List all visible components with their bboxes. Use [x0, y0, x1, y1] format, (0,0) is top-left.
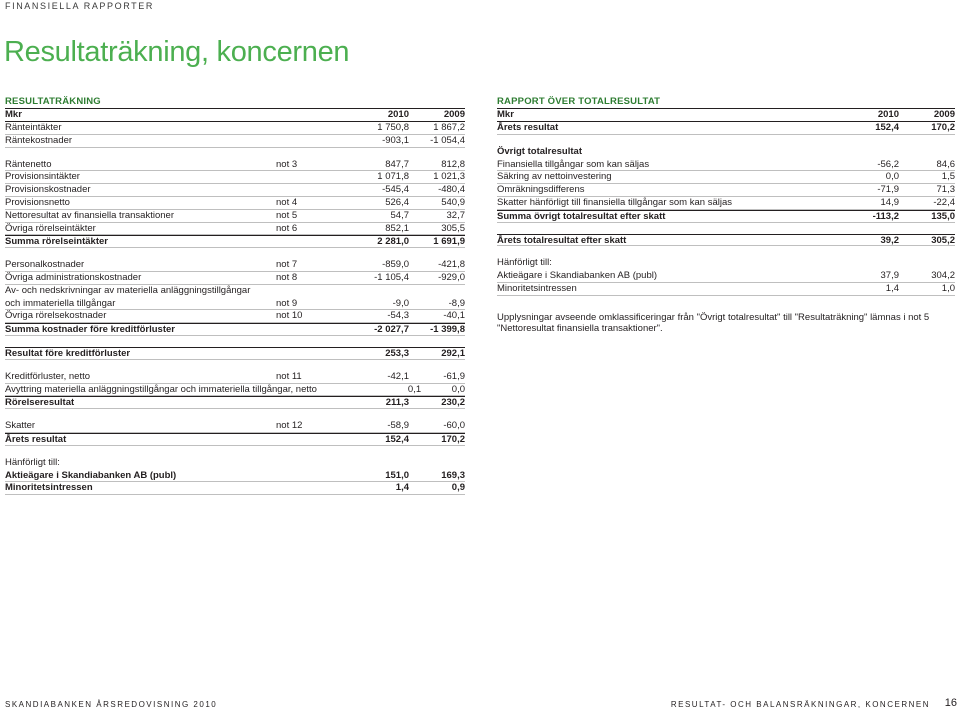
row-label: Resultat före kreditförluster [5, 347, 131, 359]
row-label: Nettoresultat av finansiella transaktioner [5, 209, 174, 221]
row-label: Omräkningsdifferens [497, 184, 585, 196]
table-row [5, 298, 465, 311]
row-value-2010: 152,4 [385, 433, 409, 445]
row-label: Kreditförluster, netto [5, 370, 91, 382]
row-value-2010: 852,1 [385, 222, 409, 234]
row-value-2009: 540,9 [441, 196, 465, 208]
row-label: Övrigt totalresultat [497, 145, 582, 157]
comprehensive-income-rows [497, 122, 955, 296]
row-value-2009: -421,8 [438, 259, 465, 271]
row-label: och immateriella tillgångar [5, 297, 116, 309]
comprehensive-income-header [497, 108, 955, 122]
row-label: Årets resultat [497, 122, 559, 133]
row-value-2009: -480,4 [438, 184, 465, 196]
income-statement [5, 96, 465, 495]
table-row [5, 433, 465, 446]
row-note: not 9 [276, 297, 298, 309]
row-value-2009: 305,5 [441, 222, 465, 234]
row-value-2009: 1,0 [941, 282, 955, 294]
table-row [497, 283, 955, 296]
table-row [5, 285, 465, 298]
row-value-2010: -859,0 [382, 259, 409, 271]
row-value-2009: -60,0 [443, 420, 465, 432]
row-note: not 6 [276, 222, 298, 234]
row-label: Hänförligt till: [5, 456, 60, 468]
row-value-2009: 292,1 [441, 347, 465, 359]
table-row [5, 159, 465, 172]
row-value-2010: 37,9 [880, 270, 899, 282]
row-value-2009: 305,2 [931, 234, 955, 246]
page-title: Resultaträkning, koncernen [4, 36, 350, 68]
row-value-2010: -58,9 [387, 420, 409, 432]
row-value-2009: -1 399,8 [430, 324, 465, 336]
table-row [5, 259, 465, 272]
row-value-2009: -61,9 [443, 370, 465, 382]
row-value-2009: 84,6 [936, 158, 955, 170]
table-row [497, 270, 955, 283]
row-label: Årets totalresultat efter skatt [497, 234, 627, 246]
column-header-mkr: Mkr [5, 109, 22, 120]
row-value-2010: 152,4 [875, 122, 899, 133]
row-value-2009: 304,2 [931, 270, 955, 282]
row-value-2010: 1 071,8 [377, 171, 409, 183]
row-label: Övriga rörelsekostnader [5, 310, 107, 322]
row-value-2010: 1 750,8 [377, 122, 409, 133]
row-value-2010: -42,1 [387, 370, 409, 382]
row-label: Rörelseresultat [5, 397, 75, 409]
table-row [497, 171, 955, 184]
row-value-2010 [819, 146, 899, 159]
table-row [5, 210, 465, 223]
table-row [5, 420, 465, 433]
row-label: Ränteintäkter [5, 122, 62, 133]
table-row [5, 371, 465, 384]
row-value-2010 [334, 457, 409, 470]
row-value-2009: -40,1 [443, 310, 465, 322]
row-label: Hänförligt till: [497, 257, 552, 269]
page-number: 16 [944, 697, 957, 709]
row-label: Aktieägare i Skandiabanken AB (publ) [5, 469, 177, 481]
row-label: Minoritetsintressen [5, 482, 93, 494]
row-note [276, 184, 334, 196]
row-note: not 10 [276, 310, 303, 322]
table-row [5, 171, 465, 184]
income-statement-rows [5, 122, 465, 495]
row-value-2010: -903,1 [382, 134, 409, 146]
row-value-2009: 1 867,2 [433, 122, 465, 133]
row-label: Summa kostnader före kreditförluster [5, 324, 175, 336]
row-note: not 4 [276, 196, 298, 208]
row-note [276, 482, 334, 494]
row-note [317, 384, 362, 396]
row-value-2009 [409, 457, 465, 470]
table-row [5, 470, 465, 483]
row-value-2010: -1 105,4 [374, 271, 409, 283]
row-label: Säkring av nettoinvestering [497, 171, 612, 183]
row-value-2009 [409, 285, 465, 298]
row-value-2010: -54,3 [387, 310, 409, 322]
row-value-2010 [334, 285, 409, 298]
column-header-2010: 2010 [387, 109, 409, 120]
table-row [497, 159, 955, 172]
row-note: not 5 [276, 209, 298, 221]
row-label: Summa övrigt totalresultat efter skatt [497, 210, 666, 222]
table-row [5, 384, 465, 397]
table-row [497, 210, 955, 223]
row-note [276, 470, 334, 482]
row-value-2010 [819, 257, 899, 270]
row-value-2009: 0,9 [451, 482, 465, 494]
row-value-2009: 135,0 [931, 210, 955, 222]
row-value-2010: 39,2 [880, 234, 899, 246]
row-note [276, 324, 334, 335]
table-row [497, 197, 955, 210]
row-value-2010: 54,7 [390, 209, 409, 221]
row-value-2009: 1 691,9 [433, 236, 465, 248]
row-value-2009: 169,3 [441, 469, 465, 481]
row-note [276, 348, 334, 359]
table-row [5, 235, 465, 248]
row-value-2009: 812,8 [441, 158, 465, 170]
row-value-2010: 211,3 [385, 397, 409, 409]
row-note: not 11 [276, 370, 302, 382]
row-note [276, 434, 334, 445]
row-label: Avyttring materiella anläggningstillgångar och immateriella tillgångar, netto [5, 383, 317, 395]
table-row [5, 323, 465, 336]
table-row [5, 223, 465, 236]
table-row [5, 347, 465, 360]
row-note: not 3 [276, 158, 298, 170]
section-label: FINANSIELLA RAPPORTER [5, 1, 154, 11]
footer-publication: SKANDIABANKEN ÅRSREDOVISNING 2010 [5, 700, 218, 709]
row-value-2010: 2 281,0 [377, 236, 409, 248]
row-label: Provisionsintäkter [5, 171, 80, 183]
footer-section: RESULTAT- OCH BALANSRÄKNINGAR, KONCERNEN [670, 700, 930, 709]
row-value-2009: 32,7 [446, 209, 465, 221]
row-label: Summa rörelseintäkter [5, 236, 108, 248]
row-value-2010: -56,2 [877, 158, 899, 170]
row-value-2009: 0,0 [451, 383, 465, 395]
row-note [276, 122, 334, 134]
table-row [5, 272, 465, 285]
table-row [5, 310, 465, 323]
row-note [276, 285, 334, 298]
column-header-mkr: Mkr [497, 109, 514, 120]
row-value-2009 [899, 146, 955, 159]
row-note [276, 236, 334, 247]
row-value-2010: 1,4 [395, 482, 409, 494]
row-label: Aktieägare i Skandiabanken AB (publ) [497, 270, 658, 282]
row-label: Skatter hänförligt till finansiella tillgångar som kan säljas [497, 196, 732, 208]
column-header-2010: 2010 [877, 109, 899, 120]
row-value-2009: -8,9 [448, 297, 465, 309]
row-label: Räntenetto [5, 158, 52, 170]
table-row [5, 122, 465, 135]
row-label: Övriga rörelseintäkter [5, 222, 96, 234]
table-row [5, 184, 465, 197]
row-label: Årets resultat [5, 433, 67, 445]
row-note: not 12 [276, 420, 303, 432]
row-note [276, 171, 334, 183]
row-value-2009: 170,2 [931, 122, 955, 133]
row-value-2010: -545,4 [382, 184, 409, 196]
table-row [497, 184, 955, 197]
row-value-2009: -1 054,4 [430, 134, 465, 146]
table-row [5, 457, 465, 470]
row-label: Av- och nedskrivningar av materiella anläggningstillgångar [5, 284, 251, 296]
table-row [497, 234, 955, 247]
row-value-2010: 1,4 [885, 282, 899, 294]
row-value-2010: -9,0 [392, 297, 409, 309]
table-row [497, 257, 955, 270]
row-value-2010: 151,0 [385, 469, 409, 481]
row-label: Räntekostnader [5, 134, 73, 146]
table-row [497, 122, 955, 135]
row-value-2010: 847,7 [385, 158, 409, 170]
row-label: Övriga administrationskostnader [5, 271, 142, 283]
row-note [276, 135, 334, 147]
row-note: not 8 [276, 271, 298, 283]
comprehensive-income-statement [497, 96, 955, 334]
income-statement-header [5, 108, 465, 122]
row-value-2010: 253,3 [385, 347, 409, 359]
row-value-2009: 170,2 [441, 433, 465, 445]
row-value-2009: 1,5 [941, 171, 955, 183]
income-statement-title: RESULTATRÄKNING [5, 96, 101, 107]
row-value-2010: -71,9 [877, 184, 899, 196]
row-label: Personalkostnader [5, 259, 85, 271]
column-header-2009: 2009 [443, 109, 465, 120]
row-value-2010: -113,2 [872, 210, 899, 222]
row-value-2009: -22,4 [933, 196, 955, 208]
row-value-2009: 71,3 [936, 184, 955, 196]
row-note: not 7 [276, 259, 298, 271]
row-value-2010: 526,4 [385, 196, 409, 208]
table-row [5, 396, 465, 409]
footnote: Upplysningar avseende omklassificeringar från "Övrigt totalresultat" till "Resultaträkning" lämnas i not 5 "Nettoresultat finansiella transaktioner". [497, 311, 930, 334]
table-row [5, 197, 465, 210]
row-value-2010: 0,0 [885, 171, 899, 183]
column-header-note [276, 109, 334, 121]
row-label: Provisionsnetto [5, 196, 70, 208]
table-row [497, 146, 955, 159]
row-note [276, 457, 334, 470]
row-label: Minoritetsintressen [497, 282, 577, 294]
row-label: Skatter [5, 420, 36, 432]
column-header-2009: 2009 [933, 109, 955, 120]
row-value-2009: -929,0 [438, 271, 465, 283]
row-label: Finansiella tillgångar som kan säljas [497, 158, 650, 170]
row-note [276, 397, 334, 408]
row-value-2010: -2 027,7 [374, 324, 409, 336]
table-row [5, 482, 465, 495]
row-value-2009: 1 021,3 [433, 171, 465, 183]
row-value-2009 [899, 257, 955, 270]
table-row [5, 135, 465, 148]
row-value-2010: 14,9 [880, 196, 899, 208]
row-label: Provisionskostnader [5, 184, 91, 196]
row-value-2010: 0,1 [407, 383, 422, 395]
comprehensive-income-title: RAPPORT ÖVER TOTALRESULTAT [497, 96, 661, 107]
row-value-2009: 230,2 [441, 397, 465, 409]
